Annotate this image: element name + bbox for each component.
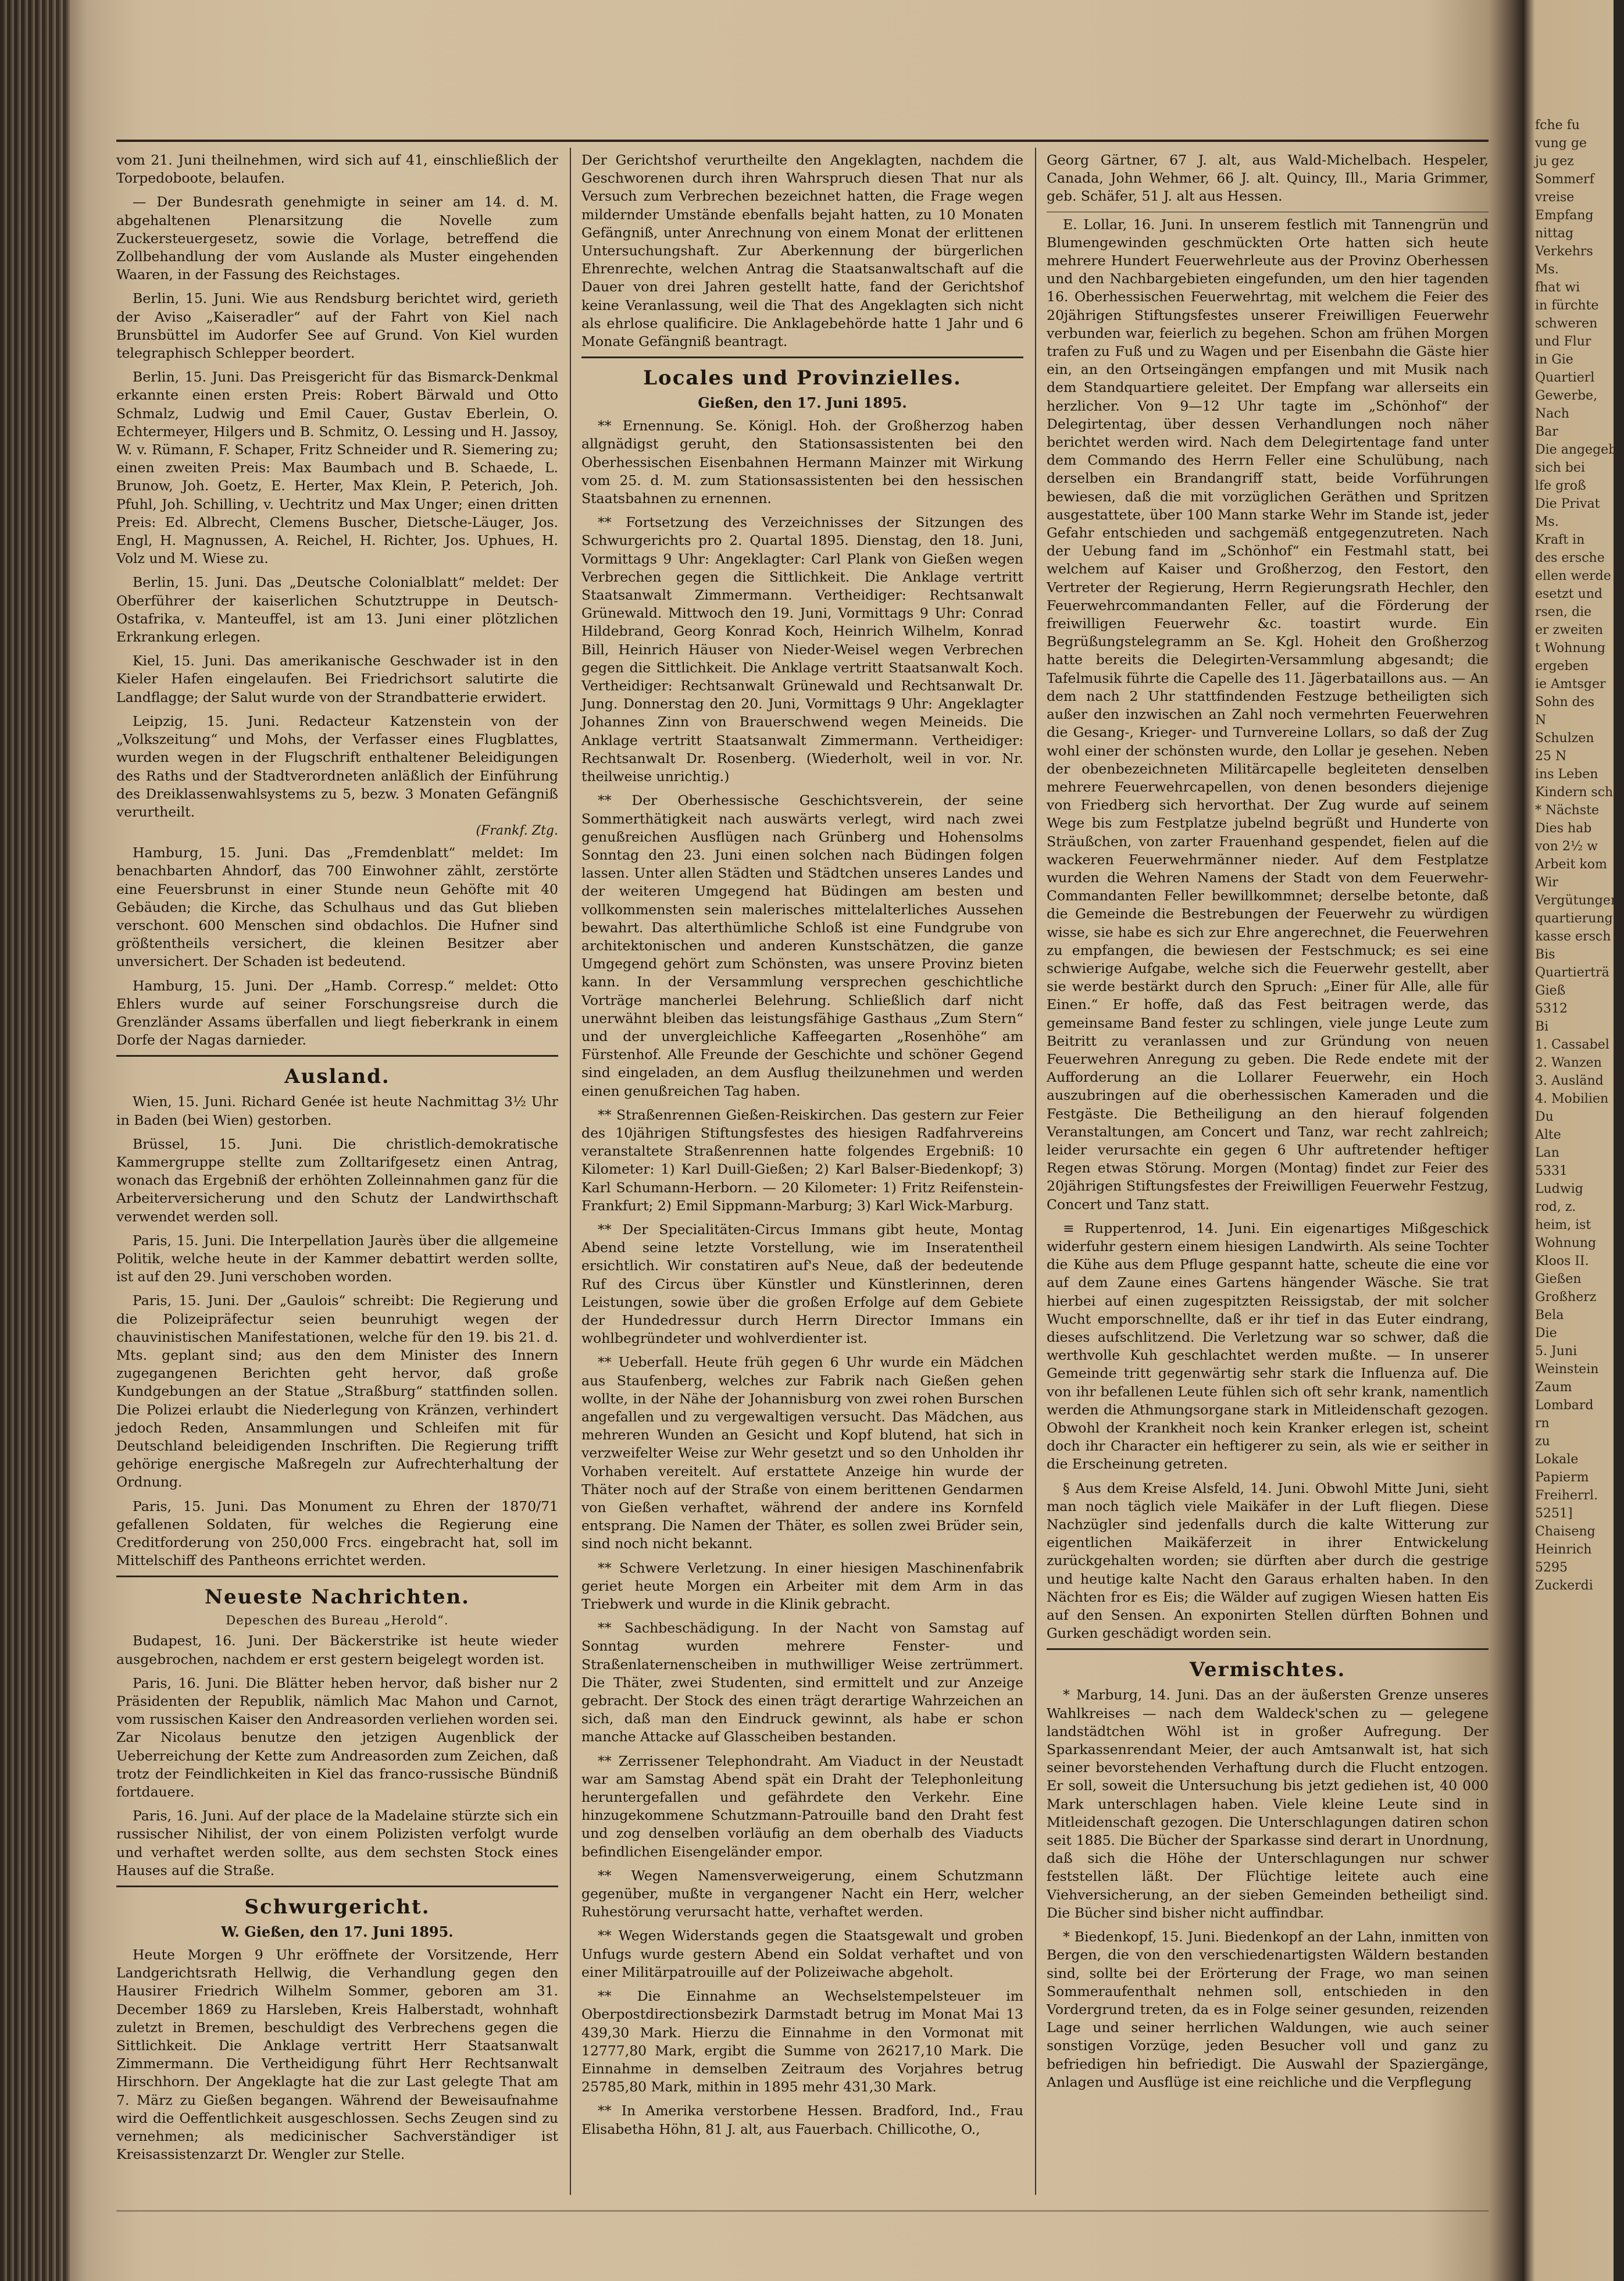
adjacent-page-line: 5312	[1535, 1001, 1568, 1016]
adjacent-page-line: ie Amtsger	[1535, 677, 1606, 692]
adjacent-page-line: Empfang	[1535, 208, 1594, 223]
article-ueberfall: ** Ueberfall. Heute früh gegen 6 Uhr wurde ein Mädchen aus Staufenberg, welches zur Fabrik nach Gießen gehen wollte, in der Nähe der Johannisburg von zwei rohen Burschen angefallen und zu vergewaltigen versucht. Das Mädchen, aus mehreren Wunden an Gesicht und Kopf blutend, hat sich in verzweifelter Weise zur Wehr gesetzt und so den Unholden ihr Vorhaben vereitelt. Auf erstattete Anzeige hin wurde der Thäter noch auf der Straße von einem berittenen Gendarmen von Gießen verhaftet, während der andere ins Kornfeld entsprang. Die Namen der Thäter, es sollen zwei Brüder sein, sind noch nicht bekannt.	[581, 1354, 1023, 1552]
column-3	[1047, 151, 1489, 2198]
adjacent-page-line: Lombard	[1535, 1398, 1594, 1413]
adjacent-page-line: 5295	[1535, 1560, 1568, 1575]
adjacent-page-line: des ersche	[1535, 551, 1605, 565]
adjacent-page-line: Dies hab	[1535, 821, 1592, 836]
article-marburg: * Marburg, 14. Juni. Das an der äußersten Grenze unseres Wahlkreises — nach dem Waldeck'schen zu — gelegene landstädtchen Wöhl ist in großer Aufregung. Der Sparkassenrendant Meier, der auch Amtsanwalt ist, hat sich seiner bevorstehenden Verhaftung durch die Flucht entzogen. Er soll, soweit die Untersuchung bis jetzt gediehen ist, 40 000 Mark unterschlagen haben. Viele kleine Leute sind in Mitleidenschaft gezogen. Die Unterschlagungen datiren schon seit 1885. Die Bücher der Sparkasse sind derart in Unordnung, daß sich die Höhe der Unterschlagungen nur schwer feststellen läßt. Der Flüchtige leitete auch eine Viehversicherung, an der sieben Gemeinden betheiligt sind. Die Bücher sind bisher nicht auffindbar.	[1047, 1687, 1489, 1921]
adjacent-page-line: Großherz	[1535, 1290, 1597, 1305]
adjacent-page-line: Kloos II.	[1535, 1254, 1589, 1268]
article-text: vom 21. Juni theilnehmen, wird sich auf 41, einschließlich der Torpedoboote, belaufen.	[116, 152, 558, 187]
article-budapest: Budapest, 16. Juni. Der Bäckerstrike ist heute wieder ausgebrochen, nachdem er erst gestern beigelegt worden ist.	[116, 1633, 558, 1667]
adjacent-page-line: 1. Cassabel	[1535, 1038, 1609, 1052]
adjacent-page-line: Wohnung	[1535, 1236, 1597, 1250]
adjacent-page-line: Du	[1535, 1110, 1554, 1124]
adjacent-page-line: heim, ist	[1535, 1218, 1591, 1232]
adjacent-page-line: ergeben	[1535, 659, 1589, 673]
page-bottom-edge	[116, 2210, 1489, 2212]
adjacent-page-line: Bar	[1535, 425, 1558, 439]
adjacent-page-line: in fürchte	[1535, 298, 1599, 313]
article-berlin-bismarck: Berlin, 15. Juni. Das Preisgericht für das Bismarck-Denkmal erkannte einen ersten Preis: Robert Bärwald und Otto Schmalz, Ludwig und Emil Cauer, Gustav Eberlein, O. Echtermeyer, Hilgers und B. Schmitz, O. Lessing und H. Jassoy, W. v. Rümann, F. Schaper, Fritz Schneider und R. Siemering zu; einen zweiten Preis: Max Baumbach und B. Schaede, L. Brunow, Joh. Goetz, E. Herter, Max Klein, P. Peterich, Joh. Pfuhl, Joh. Schilling, v. Uechtritz und Max Unger; einen dritten Preis: Ed. Albrecht, Clemens Buscher, Dietsche-Läuger, Jos. Engl, H. Magnussen, A. Reichel, H. Richter, Jos. Uphues, H. Volz und M. Wiese zu.	[116, 369, 558, 567]
adjacent-page-line: kasse ersch	[1535, 929, 1611, 944]
adjacent-page-line: vung ge	[1535, 136, 1587, 151]
adjacent-page-line: N	[1535, 713, 1547, 728]
article-wechselstempelsteuer: ** Die Einnahme an Wechselstempelsteuer im Oberpostdirectionsbezirk Darmstadt betrug im Monat Mai 13 439,30 Mark. Hierzu die Einnahme in den Vormonat mit 12777,80 Mark, ergibt die Summe von 26217,10 Mark. Die Einnahme in demselben Zeitraum des Vorjahres betrug 25785,80 Mark, mithin in 1895 mehr 431,30 Mark.	[581, 1988, 1023, 2095]
adjacent-page-line: 5331	[1535, 1164, 1568, 1178]
article-hamburg-fremdenblatt: Hamburg, 15. Juni. Das „Fremdenblatt“ meldet: Im benachbarten Ahndorf, das 700 Einwohner zählt, zerstörte eine Feuersbrunst in einer Stunde neun Gehöfte mit 40 Gebäuden; die Kirche, das Schulhaus und das Gut blieben verschont. 600 Menschen sind obdachlos. Die Hufner sind größtentheils versichert, die kleinen Besitzer aber unversichert. Der Schaden ist bedeutend.	[116, 844, 558, 970]
adjacent-page-line: Ludwig	[1535, 1182, 1583, 1196]
adjacent-page-line: esetzt und	[1535, 587, 1603, 601]
dateline-schwurgericht: W. Gießen, den 17. Juni 1895.	[221, 1923, 454, 1941]
article-text: Georg Gärtner, 67 J. alt, aus Wald-Michelbach. Hespeler, Canada, John Wehmer, 66 J. alt. Quincy, Ill., Maria Grimmer, geb. Schäfer, 51 J. alt aus Hessen.	[1047, 152, 1489, 205]
article-berlin-kaiseradler: Berlin, 15. Juni. Wie aus Rendsburg berichtet wird, gerieth der Aviso „Kaiseradler“ auf der Fahrt von Kiel nach Brunsbüttel im Audorfer See auf Grund. Von Kiel wurden telegraphisch Schlepper beordert.	[116, 290, 558, 362]
article-lollar: E. Lollar, 16. Juni. In unserem festlich mit Tannengrün und Blumengewinden geschmückten Orte hatten sich heute mehrere Hundert Feuerwehrleute aus der Provinz Oberhessen und den Nachbargebieten eingefunden, um den hier tagenden 16. Oberhessischen Feuerwehrtag, mit welchem die Feier des 20jährigen Stiftungsfestes unserer Freiwilligen Feuerwehr verbunden war, feierlich zu begehen. Schon am frühen Morgen trafen zu Fuß und zu Wagen und per Eisenbahn die Gäste hier ein, an den Ortseingängen empfangen und mit Musik nach dem Standquartiere geleitet. Der Empfang war allerseits ein herzlicher. Von 9—12 Uhr tagte im „Schönhof“ der Delegirtentag, über dessen Verhandlungen noch näher berichtet werden wird. Nach dem Delegirtentage fand unter dem Commando des Herrn Feller eine Schulübung, nach derselben ein Brandangriff statt, beide Vorführungen bewiesen, daß die mit vorzüglichen Geräthen und Spritzen ausgestattete, über 100 Mann starke Wehr im Stande ist, jeder Gefahr entschieden und sachgemäß entgegenzutreten. Nach der Uebung fand im „Schönhof“ ein Festmahl statt, bei welchem auf Kaiser und Großherzog, den Festort, den Vertreter der Regierung, Herrn Regierungsrath Hechler, den Feuerwehrcommandanten Feller, auf die Förderung der freiwilligen Feuerwehr &c. toastirt wurde. Ein Begrüßungstelegramm an Se. Kgl. Hoheit den Großherzog hatte bereits die Delegirten-Versammlung abgesandt; die Tafelmusik führte die Capelle des 11. Jägerbataillons aus. — An dem nach 2 Uhr stattfindenden Festzuge betheiligten sich außer den inzwischen an Zahl noch vermehrten Feuerwehren die Gesang-, Krieger- und Turnvereine Lollars, so daß der Zug wohl einer der schönsten wurde, den Lollar je gesehen. Neben der obenbezeichneten Militärcapelle begleiteten denselben mehrere Feuerwehrcapellen, von denen besonders diejenige von Friedberg sich hervorthat. Der Zug wurde auf seinem Wege bis zum Festplatze jubelnd begrüßt und Hunderte von Sträußchen, von zarter Frauenhand gespendet, fielen auf die wackeren Feuerwehrmänner nieder. Auf dem Festplatze wurden die Wehren Namens der Stadt von dem Feuerwehr-Commandanten Feller bewillkommnet; derselbe betonte, daß die Gemeinde die Bestrebungen der Feuerwehr zu würdigen wisse, sie habe es sich zur Ehre angerechnet, die Feuerwehren zu empfangen, die bewiesen der Festschmuck; es sei eine schwierige Aufgabe, welche sich die Feuerwehr gestellt, aber sie werde bestärkt durch den Spruch: „Einer für Alle, alle für Einen.“ Er hoffe, daß das Fest beitragen werde, das gemeinsame Band fester zu schlingen, viele junge Leute zum Beitritt zu veranlassen und zur Gründung von neuen Feuerwehren Anregung zu geben. Die Rede endete mit der Aufforderung an die Lollarer Feuerwehr, ein Hoch auszubringen auf die oberhessischen Kameraden und die Festgäste. Die Betheiligung an den hierauf folgenden Veranstaltungen, am Concert und Tanz, war recht zahlreich; leider verursachte ein gegen 6 Uhr auftretender heftiger Regen etwas Störung. Morgen (Montag) findet zur Feier des 20jährigen Stiftungsfestes der Freiwilligen Feuerwehr Festzug, Concert und Tanz statt.	[1047, 216, 1489, 1213]
article-paris-gaulois: Paris, 15. Juni. Der „Gaulois“ schreibt: Die Regierung und die Polizeipräfectur seien beunruhigt wegen der chauvinistischen Manifestationen, welche für den 19. bis 21. d. Mts. geplant sind; aus den dem Minister des Innern zugegangenen Berichten geht hervor, daß große Kundgebungen an der Statue „Straßburg“ stattfinden sollen. Die Polizei erlaubt die Niederlegung von Kränzen, verhindert jedoch Reden, Ansammlungen und Schleifen mit für Deutschland beleidigenden Inschriften. Die Regierung trifft gehörige energische Maßregeln zur Aufrechterhaltung der Ordnung.	[116, 1292, 558, 1491]
article-berlin-colonialblatt: Berlin, 15. Juni. Das „Deutsche Colonialblatt“ meldet: Der Oberführer der kaiserlichen Schutztruppe in Deutsch-Ostafrika, v. Manteuffel, ist am 13. Juni einer plötzlichen Erkrankung erlegen.	[116, 574, 558, 646]
adjacent-page-line: Kindern sch	[1535, 785, 1614, 800]
adjacent-page-line: Chaiseng	[1535, 1524, 1596, 1539]
dateline-giessen: Gießen, den 17. Juni 1895.	[698, 394, 907, 412]
article-text: Der Gerichtshof verurtheilte den Angeklagten, nachdem die Geschworenen durch ihren Wahrspruch diesen That nur als Versuch zum Verbrechen bezeichnet hatten, die Frage wegen mildernder Umstände ebenfalls bejaht hatten, zu 10 Monaten Gefängniß, unter Anrechnung von einem Monat der erlittenen Untersuchungshaft. Zur Aberkennung der bürgerlichen Ehrenrechte, welchen Antrag die Staatsanwaltschaft auf die Dauer von drei Jahren gestellt hatte, fand der Gerichtshof keine Veranlassung, weil die That des Angeklagten sich nicht als ehrlose qualificire. Die Anklagebehörde hatte 1 Jahr und 6 Monate Gefängniß beantragt.	[581, 152, 1023, 350]
adjacent-page-line: Die	[1535, 1326, 1557, 1341]
article-circus: ** Der Specialitäten-Circus Immans gibt heute, Montag Abend seine letzte Vorstellung, wie im Inseratentheil ersichtlich. Wir constatiren auf's Neue, daß der bedeutende Ruf des Circus über Künstler und Künstlerinnen, deren Leistungen, sowie über die großen Erfolge auf dem Gebiete der Hundedressur durch Herrn Director Immans ein wohlbegründeter und wohlverdienter ist.	[581, 1221, 1023, 1347]
adjacent-page-line: Kraft in	[1535, 533, 1585, 547]
article-leipzig: Leipzig, 15. Juni. Redacteur Katzenstein von der „Volkszeitung“ und Mohs, der Verfasser eines Flugblattes, wurden wegen in der Flugschrift enthaltener Beleidigungen des Raths und der Stadtverordneten anläßlich der Einführung des Dreiklassenwahlsystems zu 5, bezw. 3 Monaten Gefängniß verurtheilt.	[116, 712, 558, 820]
section-heading-locales: Locales und Provinzielles.	[643, 366, 962, 390]
section-heading-neueste-nachrichten: Neueste Nachrichten.	[204, 1585, 470, 1609]
subheading-depeschen: Depeschen des Bureau „Herold“.	[226, 1613, 449, 1628]
adjacent-page-line: Ms.	[1535, 262, 1559, 277]
article-geschichtsverein: ** Der Oberhessische Geschichtsverein, der seine Sommerthätigkeit nach auswärts verlegt, wird nach zwei genußreichen Ausflügen nach Grünberg und Hohensolms Sonntag den 23. Juni einen solchen nach Büdingen folgen lassen. Unter allen Städten und Städtchen unseres Landes und der weiteren Umgegend hat Büdingen am besten und vollkommensten sein malerisches mittelalterliches Aussehen bewahrt. Das alterthümliche Schloß ist eine Fundgrube von architektonischen und anderen Kunstschätzen, die ganze Umgegend gehört zum Schönsten, was unsere Provinz bieten kann. In der Versammlung versprechen geschichtliche Vorträge mancherlei Belehrung. Schließlich darf nicht unerwähnt bleiben das leistungsfähige Gasthaus „Zum Stern“ und der unvergleichliche Kaffeegarten „Rosenhöhe“ am Fürstenhof. Alle Freunde der Geschichte und schöner Gegend sind eingeladen, an dem Ausflug theilzunehmen und werden einen genußreichen Tag haben.	[581, 792, 1023, 1099]
top-rule	[116, 140, 1489, 142]
article-hamburg-corresp: Hamburg, 15. Juni. Der „Hamb. Corresp.“ meldet: Otto Ehlers wurde auf seiner Forschungsreise durch die Grenzländer Assams überfallen und liegt fieberkrank in einem Dorfe der Nagas darnieder.	[116, 977, 558, 1049]
source-frankf-ztg: (Frankf. Ztg.	[476, 824, 558, 839]
adjacent-page-line: ju gez	[1535, 154, 1574, 169]
section-rule	[1047, 1648, 1489, 1650]
adjacent-page-line: Heinrich	[1535, 1542, 1592, 1557]
section-heading-ausland: Ausland.	[284, 1065, 390, 1089]
adjacent-page-line: fhat wi	[1535, 280, 1580, 295]
adjacent-page-line: und Flur	[1535, 334, 1591, 349]
adjacent-page-line: * Nächste	[1535, 803, 1599, 818]
adjacent-page-line: 4. Mobilien	[1535, 1092, 1609, 1106]
column-divider-2	[1035, 148, 1036, 2195]
adjacent-page-line: zu	[1535, 1434, 1550, 1449]
article-amerika-hessen: ** In Amerika verstorbene Hessen. Bradford, Ind., Frau Elisabetha Höhn, 81 J. alt, aus Fauerbach. Chillicothe, O.,	[581, 2102, 1023, 2137]
adjacent-page-line: Quartierträ	[1535, 965, 1609, 980]
adjacent-page-line: Nach	[1535, 407, 1569, 421]
article-kiel: Kiel, 15. Juni. Das amerikanische Geschwader ist in den Kieler Hafen eingelaufen. Bei Friedrichsort salutirte die Landflagge; der Salut wurde von der Strandbatterie erwidert.	[116, 653, 558, 705]
section-rule	[581, 357, 1023, 358]
article-paris-monument: Paris, 15. Juni. Das Monument zu Ehren der 1870/71 gefallenen Soldaten, für welches die Regierung eine Creditforderung von 250,000 Frcs. eingebracht hat, soll im Mittelschiff des Pantheons errichtet werden.	[116, 1498, 558, 1569]
adjacent-page-line: Quartierl	[1535, 370, 1595, 385]
article-bruessel: Brüssel, 15. Juni. Die christlich-demokratische Kammergruppe stellte zum Zolltarifgesetz einen Antrag, wonach das Ergebniß der erhöhten Zolleinnahmen ganz für die Arbeiterversicherung und den Schutz der Landwirthschaft verwendet werden soll.	[116, 1135, 558, 1225]
adjacent-page-line: von 2½ w	[1535, 839, 1598, 854]
adjacent-page-line: Alte	[1535, 1128, 1561, 1142]
article-schwurgericht: Heute Morgen 9 Uhr eröffnete der Vorsitzende, Herr Landgerichtsrath Hellwig, die Verhandlung gegen den Hausirer Friedrich Wilhelm Sommer, geboren am 31. December 1869 zu Harsleben, Kreis Halberstadt, wohnhaft zuletzt in Bremen, beschuldigt des Verbrechens gegen die Sittlichkeit. Die Anklage vertritt Herr Staatsanwalt Zimmermann. Die Vertheidigung führt Herr Rechtsanwalt Hirschhorn. Der Angeklagte hat die zur Last gelegte That am 7. März zu Gießen begangen. Während der Beweisaufnahme wird die Oeffentlichkeit ausgeschlossen. Sechs Zeugen sind zu vernehmen; als medicinischer Sachverständiger ist Kreisassistenzarzt Dr. Wengler zur Stelle.	[116, 1947, 558, 2163]
section-rule	[116, 1576, 558, 1577]
section-rule	[116, 1886, 558, 1887]
adjacent-page-line: rn	[1535, 1416, 1550, 1431]
article-ruppertenrod: ≡ Ruppertenrod, 14. Juni. Ein eigenartiges Mißgeschick widerfuhr gestern einem hiesigen Landwirth. Als seine Tochter die Kühe aus dem Pfluge gespannt hatte, scheute die eine vor auf dem Zaune eines Gartens hängender Wäsche. Sie trat hierbei auf einen zugespitzten Reissigstab, der mit solcher Wucht emporschnellte, daß er ihr tief in das Euter eindrang, dieses aufschlitzend. Die Verletzung war so schwer, daß die werthvolle Kuh geschlachtet werden mußte. — In unserer Gemeinde tritt gegenwärtig sehr stark die Influenza auf. Die von ihr befallenen Leute fühlen sich oft sehr krank, namentlich werden die Athmungsorgane stark in Mitleidenschaft gezogen. Obwohl der Krankheit noch kein Kranker erlegen ist, scheint doch ihr Character ein heftigerer zu sein, als wie er seither in die Erscheinung getreten.	[1047, 1220, 1489, 1473]
adjacent-page-line: lfe groß	[1535, 479, 1586, 493]
column-2	[581, 151, 1023, 2198]
article-bundesrath: — Der Bundesrath genehmigte in seiner am 14. d. M. abgehaltenen Plenarsitzung die Novelle zum Zuckersteuergesetz, sowie die Vorlage, betreffend die Zollbehandlung der vom Auslande als Muster eingehenden Waaren, in der Fassung des Reichstages.	[116, 194, 558, 283]
adjacent-page-line: sich bei	[1535, 461, 1585, 475]
adjacent-page-line: quartierung	[1535, 911, 1613, 926]
adjacent-page-line: Verkehrs	[1535, 244, 1593, 259]
article-sachbeschaedigung: ** Sachbeschädigung. In der Nacht von Samstag auf Sonntag wurden mehrere Fenster- und Straßenlaternenscheiben in muthwilliger Weise zertrümmert. Die Thäter, zwei Studenten, sind ermittelt und zur Anzeige gebracht. Der Stock des einen trägt derartige Wahrzeichen an sich, daß man den Eindruck gewinnt, als habe er schon manche Attacke auf Glasscheiben bestanden.	[581, 1620, 1023, 1745]
adjacent-page-line: Schulzen	[1535, 731, 1594, 746]
article-strassenrennen: ** Straßenrennen Gießen-Reiskirchen. Das gestern zur Feier des 10jährigen Stiftungsfestes des hiesigen Radfahrvereins veranstaltete Straßenrennen hatte folgendes Ergebniß: 10 Kilometer: 1) Karl Duill-Gießen; 2) Karl Balser-Biedenkopf; 3) Karl Schumann-Herborn. — 20 Kilometer: 1) Fritz Reifenstein-Frankfurt; 2) Emil Sippmann-Marburg; 3) Karl Wick-Marburg.	[581, 1106, 1023, 1214]
adjacent-page-line: Bi	[1535, 1020, 1549, 1034]
book-spine	[0, 0, 70, 2281]
adjacent-page-line: in Gie	[1535, 352, 1573, 367]
column-divider-1	[570, 148, 571, 2195]
column-1	[116, 151, 558, 2198]
adjacent-page-line: Wir	[1535, 875, 1558, 890]
article-ernennung: ** Ernennung. Se. Königl. Hoh. der Großherzog haben allgnädigst geruht, den Stationsassistenten bei den Oberhessischen Eisenbahnen Hermann Mainzer mit Wirkung vom 25. d. M. zum Stationsassistenten bei den hessischen Staatsbahnen zu ernennen.	[581, 418, 1023, 507]
adjacent-page-line: er zweiten	[1535, 623, 1604, 637]
adjacent-page-line: Arbeit kom	[1535, 857, 1607, 872]
adjacent-page-line: Die angegebe	[1535, 443, 1624, 457]
article-alsfeld: § Aus dem Kreise Alsfeld, 14. Juni. Obwohl Mitte Juni, sieht man noch täglich viele Maikäfer in der Luft fliegen. Diese Nachzügler sind jedenfalls durch die kalte Witterung zur eigentlichen Maikäferzeit in ihrer Entwickelung zurückgehalten worden; sie dürften aber durch die gestrige und heutige kalte Nacht den Garaus erhalten haben. In den Nächten fror es Eis; die Wälder auf zugigen Wiesen hatten Eis auf den Sensen. An exponirten Stellen dürften Bohnen und Gurken geschädigt worden sein.	[1047, 1480, 1489, 1642]
article-widerstand: ** Wegen Widerstands gegen die Staatsgewalt und groben Unfugs wurde gestern Abend ein Soldat verhaftet und von einer Militärpatrouille auf der Polizeiwache abgeholt.	[581, 1927, 1023, 1980]
article-biedenkopf: * Biedenkopf, 15. Juni. Biedenkopf an der Lahn, inmitten von Bergen, die von den verschiedenartigsten Wäldern bestanden sind, sollte bei der Erörterung der Frage, wo man seinen Sommeraufenthalt nehmen soll, entschieden in den Vordergrund treten, da es in Folge seiner gesunden, reizenden Lage und seiner herrlichen Waldungen, wie auch seiner sonstigen Vorzüge, jeden Besucher voll und ganz zu befriedigen hin befriedigt. Die Auswahl der Spaziergänge, Anlagen und Ausflüge ist eine reichliche und die Verpflegung	[1047, 1929, 1489, 2090]
newspaper-page	[116, 140, 1489, 2210]
adjacent-page-line: nittag	[1535, 226, 1574, 241]
adjacent-page-line: 5. Juni	[1535, 1344, 1577, 1359]
article-schwurgericht-sitzungen: ** Fortsetzung des Verzeichnisses der Sitzungen des Schwurgerichts pro 2. Quartal 1895. Dienstag, den 18. Juni, Vormittags 9 Uhr: Angeklagter: Carl Plank von Gießen wegen Verbrechen gegen die Sittlichkeit. Die Anklage vertritt Staatsanwalt Zimmermann. Vertheidiger: Rechtsanwalt Grünewald. Mittwoch den 19. Juni, Vormittags 9 Uhr: Conrad Hildebrand, Georg Konrad Koch, Heinrich Wilhelm, Konrad Bill, Heinrich Häuser von Nieder-Weisel wegen Verbrechen gegen die Sittlichkeit. Die Anklage vertritt Staatsanwalt Koch. Vertheidiger: Rechtsanwalt Grünewald und Rechtsanwalt Dr. Jung. Donnerstag den 20. Juni, Vormittags 9 Uhr: Angeklagter Johannes Zinn von Brauerschwend wegen Meineids. Die Anklage vertritt Staatsanwalt Zimmermann. Vertheidiger: Rechtsanwalt Dr. Rosenberg. (Wiederholt, weil in vor. Nr. theilweise unrichtig.)	[581, 514, 1023, 785]
adjacent-page-line: Sohn des	[1535, 695, 1595, 710]
article-wien: Wien, 15. Juni. Richard Genée ist heute Nachmittag 3½ Uhr in Baden (bei Wien) gestorben.	[116, 1093, 558, 1128]
adjacent-page-line: rod, z.	[1535, 1200, 1576, 1214]
adjacent-page-line: fche fu	[1535, 118, 1580, 133]
adjacent-page-line: Papierm	[1535, 1470, 1589, 1485]
adjacent-page-line: Ms.	[1535, 515, 1559, 529]
adjacent-page-line: Lokale	[1535, 1452, 1579, 1467]
article-verletzung: ** Schwere Verletzung. In einer hiesigen Maschinenfabrik geriet heute Morgen ein Arbeiter mit dem Arm in das Triebwerk und wurde in die Klinik gebracht.	[581, 1559, 1023, 1613]
adjacent-page-line: 2. Wanzen	[1535, 1056, 1602, 1070]
adjacent-page-line: ins Leben	[1535, 767, 1598, 782]
article-paris-madelaine: Paris, 16. Juni. Auf der place de la Madelaine stürzte sich ein russischer Nihilist, der von einem Polizisten verfolgt wurde und verhaftet werden sollte, aus dem sechsten Stock eines Hauses auf die Straße.	[116, 1808, 558, 1879]
adjacent-page-line: ellen werde	[1535, 569, 1611, 583]
section-heading-schwurgericht: Schwurgericht.	[244, 1895, 430, 1919]
adjacent-page-line: Sommerf	[1535, 172, 1594, 187]
adjacent-page-fragment	[1535, 116, 1624, 2187]
section-heading-vermischtes: Vermischtes.	[1189, 1658, 1346, 1682]
adjacent-page-line: vreise	[1535, 190, 1575, 205]
section-rule	[116, 1055, 558, 1057]
adjacent-page-line: rsen, die	[1535, 605, 1592, 619]
adjacent-page-line: schweren	[1535, 316, 1598, 331]
adjacent-page-line: 25 N	[1535, 749, 1567, 764]
adjacent-page-line: Bis	[1535, 947, 1555, 962]
adjacent-page-line: 3. Ausländ	[1535, 1074, 1604, 1088]
article-telephondraht: ** Zerrissener Telephondraht. Am Viaduct in der Neustadt war am Samstag Abend spät ein Draht der Telephonleitung heruntergefallen und gefährdete den Verkehr. Eine hinzugekommene Schutzmann-Patrouille band den Draht fest und zog denselben vorläufig an dem oberhalb des Viaducts befindlichen Eisengeländer empor.	[581, 1752, 1023, 1860]
adjacent-page-line: Lan	[1535, 1146, 1559, 1160]
adjacent-page-line: Gießen	[1535, 1272, 1582, 1286]
adjacent-page-line: Gewerbe,	[1535, 389, 1598, 403]
adjacent-page-line: t Wohnung	[1535, 641, 1605, 655]
adjacent-page-line: Zaum	[1535, 1380, 1572, 1395]
article-namensverweigerung: ** Wegen Namensverweigerung, einem Schutzmann gegenüber, mußte in vergangener Nacht ein Herr, welcher Ruhestörung verursacht hatte, verhaftet werden.	[581, 1867, 1023, 1920]
adjacent-page-line: Bela	[1535, 1308, 1564, 1323]
adjacent-page-line: 5251]	[1535, 1506, 1573, 1521]
adjacent-page-line: Vergütungen	[1535, 893, 1619, 908]
article-paris-jaures: Paris, 15. Juni. Die Interpellation Jaurès über die allgemeine Politik, welche heute in der Kammer debattirt werden sollte, ist auf den 29. Juni verschoben worden.	[116, 1232, 558, 1285]
adjacent-page-line: Zuckerdi	[1535, 1578, 1593, 1593]
adjacent-page-line: Gieß	[1535, 983, 1566, 998]
adjacent-page-line: Die Privat	[1535, 497, 1600, 511]
adjacent-page-line: Weinstein	[1535, 1362, 1599, 1377]
article-paris-andreasorden: Paris, 16. Juni. Die Blätter heben hervor, daß bisher nur 2 Präsidenten der Republik, nämlich Mac Mahon und Carnot, vom russischen Kaiser den Andreasorden verliehen worden sei. Zar Nicolaus benutze den jetzigen Augenblick der Ueberreichung der Kette zum Andreasorden zum Zeichen, daß trotz der Feindlichkeiten in Kiel das franco-russische Bündniß fortdauere.	[116, 1674, 558, 1801]
adjacent-page-line: Freiherrl.	[1535, 1488, 1598, 1503]
